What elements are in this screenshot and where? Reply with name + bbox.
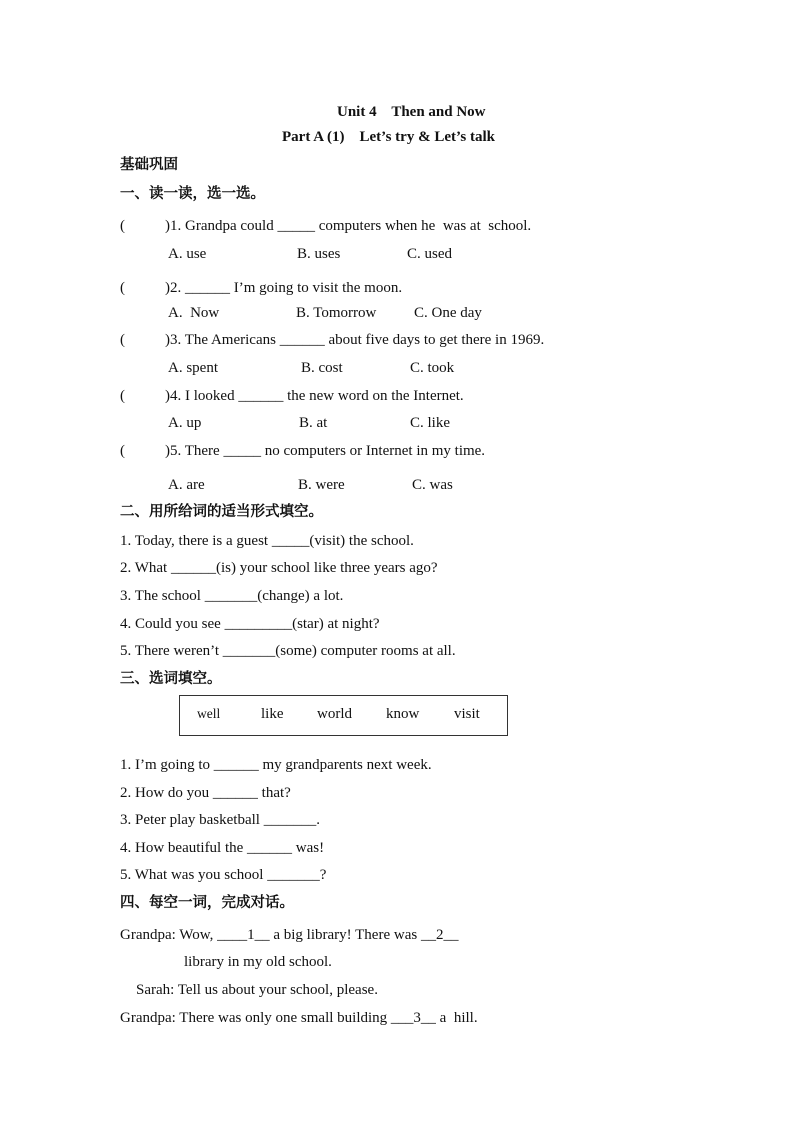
option-b[interactable]: B. were bbox=[298, 477, 345, 493]
section-label: 基础巩固 bbox=[120, 157, 178, 173]
dialogue-line-2: library in my old school. bbox=[184, 954, 332, 970]
answer-bracket[interactable]: ( bbox=[120, 443, 125, 459]
word-bank bbox=[179, 695, 508, 736]
fill-item-5[interactable]: 5. There weren’t _______(some) computer rooms at all. bbox=[120, 643, 456, 659]
option-c[interactable]: C. was bbox=[412, 477, 453, 493]
page-subtitle: Part A (1) Let’s try & Let’s talk bbox=[282, 129, 496, 145]
answer-bracket[interactable]: ( bbox=[120, 388, 125, 404]
option-c[interactable]: C. took bbox=[410, 360, 455, 376]
option-a[interactable]: A. use bbox=[168, 246, 207, 262]
fill-item-1[interactable]: 1. Today, there is a guest _____(visit) the school. bbox=[120, 533, 414, 549]
option-c[interactable]: C. used bbox=[407, 246, 452, 262]
option-b[interactable]: B. Tomorrow bbox=[296, 305, 377, 321]
word-visit: visit bbox=[454, 706, 480, 722]
question-text: )3. The Americans ______ about five days to get there in 1969. bbox=[165, 332, 545, 348]
page-title: Unit 4 Then and Now bbox=[337, 104, 486, 120]
fill-item-3[interactable]: 3. The school _______(change) a lot. bbox=[120, 588, 344, 604]
word-know: know bbox=[386, 706, 420, 722]
choose-item-2[interactable]: 2. How do you ______ that? bbox=[120, 785, 291, 801]
choose-item-5[interactable]: 5. What was you school _______? bbox=[120, 867, 327, 883]
option-b[interactable]: B. uses bbox=[297, 246, 341, 262]
option-c[interactable]: C. like bbox=[410, 415, 450, 431]
option-a[interactable]: A. spent bbox=[168, 360, 218, 376]
fill-item-4[interactable]: 4. Could you see _________(star) at night? bbox=[120, 616, 380, 632]
choose-item-4[interactable]: 4. How beautiful the ______ was! bbox=[120, 840, 325, 856]
dialogue-line-1[interactable]: Grandpa: Wow, ____1__ a big library! There was __2__ bbox=[120, 927, 459, 943]
choose-item-3[interactable]: 3. Peter play basketball _______. bbox=[120, 812, 320, 828]
section3-heading: 三、选词填空。 bbox=[120, 671, 222, 687]
section2-heading: 二、用所给词的适当形式填空。 bbox=[120, 504, 323, 520]
choose-item-1[interactable]: 1. I’m going to ______ my grandparents next week. bbox=[120, 757, 432, 773]
dialogue-line-3: Sarah: Tell us about your school, please. bbox=[136, 982, 378, 998]
answer-bracket[interactable]: ( bbox=[120, 218, 125, 234]
question-text: )1. Grandpa could _____ computers when he was at school. bbox=[165, 218, 532, 234]
fill-item-2[interactable]: 2. What ______(is) your school like three years ago? bbox=[120, 560, 438, 576]
answer-bracket[interactable]: ( bbox=[120, 280, 125, 296]
question-text: )5. There _____ no computers or Internet in my time. bbox=[165, 443, 486, 459]
word-like: like bbox=[261, 706, 284, 722]
option-a[interactable]: A. are bbox=[168, 477, 205, 493]
answer-bracket[interactable]: ( bbox=[120, 332, 125, 348]
option-c[interactable]: C. One day bbox=[414, 305, 482, 321]
question-text: )4. I looked ______ the new word on the Internet. bbox=[165, 388, 464, 404]
word-world: world bbox=[317, 706, 352, 722]
option-a[interactable]: A. up bbox=[168, 415, 202, 431]
section4-heading: 四、每空一词，完成对话。 bbox=[120, 895, 294, 911]
question-text: )2. ______ I’m going to visit the moon. bbox=[165, 280, 403, 296]
option-b[interactable]: B. at bbox=[299, 415, 328, 431]
option-a[interactable]: A. Now bbox=[168, 305, 220, 321]
option-b[interactable]: B. cost bbox=[301, 360, 343, 376]
word-well: well bbox=[197, 706, 221, 721]
section1-heading: 一、读一读，选一选。 bbox=[120, 186, 265, 202]
dialogue-line-4[interactable]: Grandpa: There was only one small building ___3__ a hill. bbox=[120, 1010, 478, 1026]
